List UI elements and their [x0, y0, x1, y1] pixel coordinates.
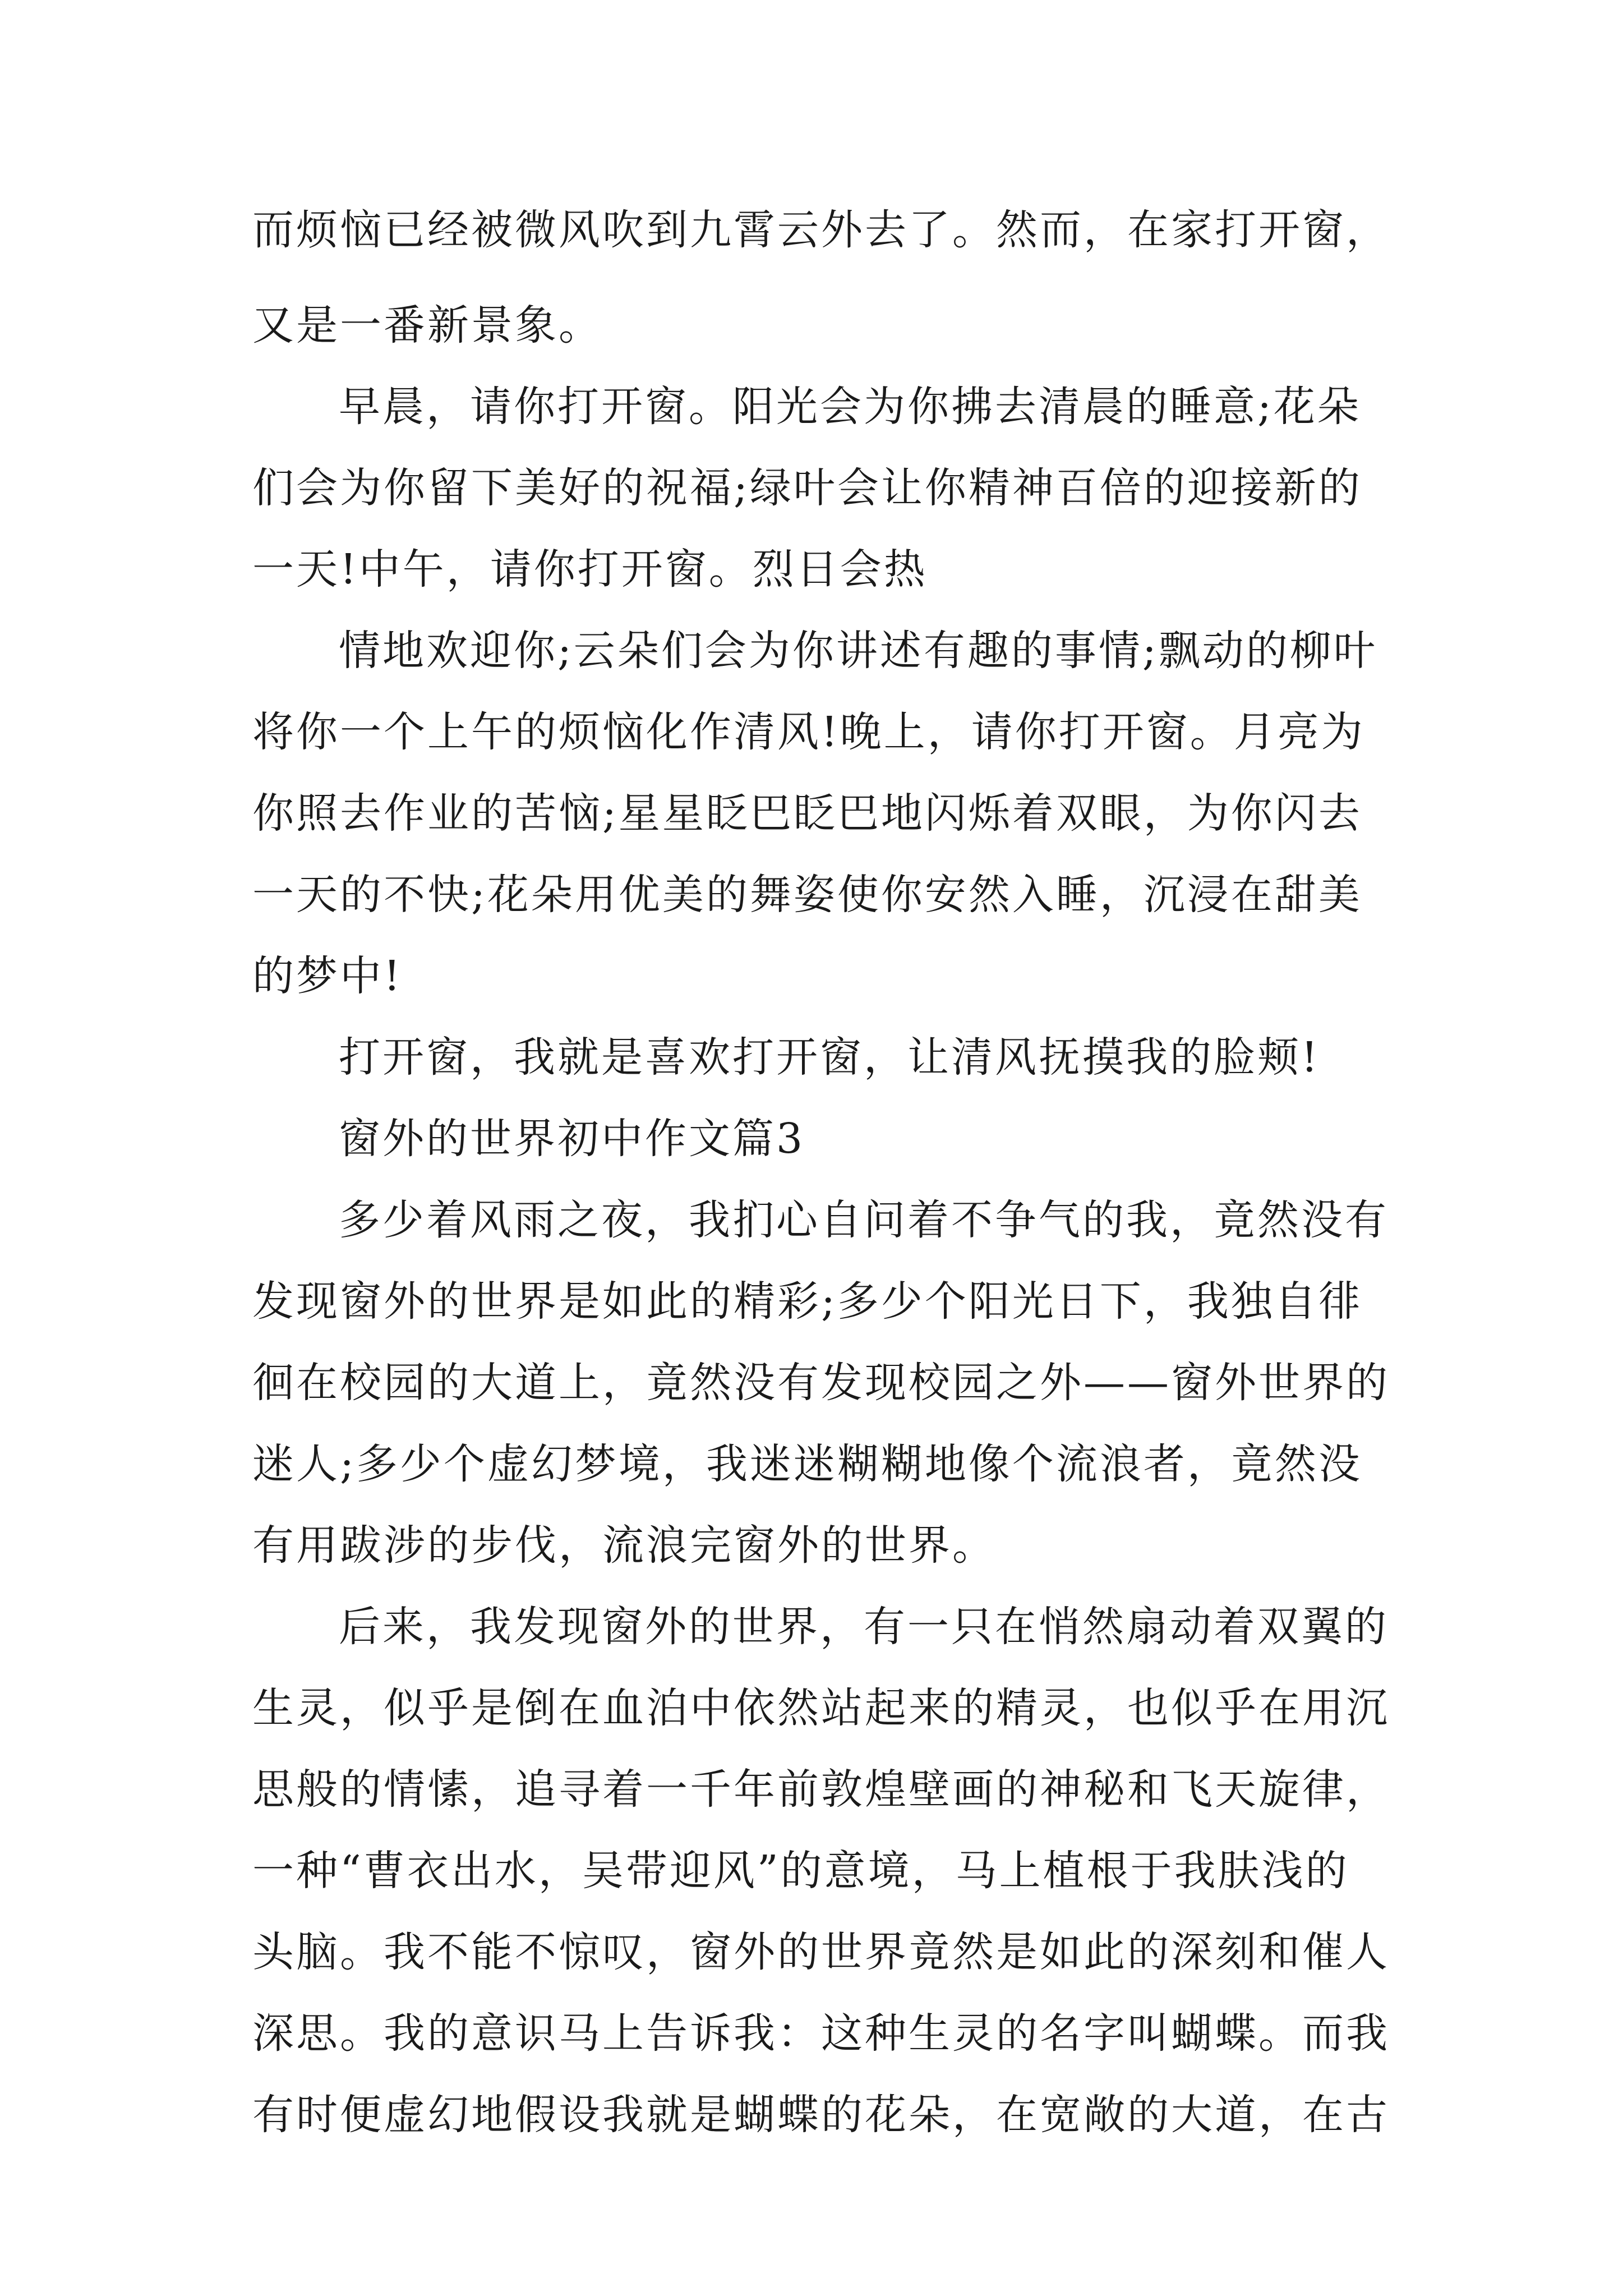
text-line: 们会为你留下美好的祝福;绿叶会让你精神百倍的迎接新的	[252, 464, 1362, 512]
text-line: 早晨，请你打开窗。阳光会为你拂去清晨的睡意;花朵	[339, 383, 1361, 431]
text-line: 一天的不快;花朵用优美的舞姿使你安然入睡，沉浸在甜美	[252, 871, 1362, 919]
text-line: 将你一个上午的烦恼化作清风!晚上，请你打开窗。月亮为	[252, 708, 1365, 756]
text-line: 有时便虚幻地假设我就是蝴蝶的花朵，在宽敞的大道，在古	[252, 2091, 1390, 2139]
text-line: 情地欢迎你;云朵们会为你讲述有趣的事情;飘动的柳叶	[339, 627, 1377, 675]
section-heading: 窗外的世界初中作文篇3	[339, 1115, 805, 1163]
text-line: 而烦恼已经被微风吹到九霄云外去了。然而，在家打开窗，	[252, 206, 1390, 254]
text-line: 深思。我的意识马上告诉我：这种生灵的名字叫蝴蝶。而我	[252, 2009, 1390, 2058]
text-line: 打开窗，我就是喜欢打开窗，让清风抚摸我的脸颊!	[339, 1033, 1320, 1082]
text-line: 又是一番新景象。	[252, 301, 602, 349]
text-line: 思般的情愫，追寻着一千年前敦煌壁画的神秘和飞天旋律，	[252, 1765, 1390, 1814]
text-line: 发现窗外的世界是如此的精彩;多少个阳光日下，我独自徘	[252, 1277, 1362, 1326]
text-line: 一天!中午，请你打开窗。烈日会热	[252, 545, 928, 593]
text-line: 迷人;多少个虚幻梦境，我迷迷糊糊地像个流浪者，竟然没	[252, 1440, 1362, 1488]
text-line: 生灵，似乎是倒在血泊中依然站起来的精灵，也似乎在用沉	[252, 1684, 1390, 1732]
text-line: 有用跋涉的步伐，流浪完窗外的世界。	[252, 1521, 996, 1570]
text-line: 你照去作业的苦恼;星星眨巴眨巴地闪烁着双眼，为你闪去	[252, 789, 1362, 838]
text-line: 头脑。我不能不惊叹，窗外的世界竟然是如此的深刻和催人	[252, 1928, 1390, 1976]
text-line: 一种“曹衣出水，吴带迎风”的意境，马上植根于我肤浅的	[252, 1847, 1349, 1895]
text-line: 后来，我发现窗外的世界，有一只在悄然扇动着双翼的	[339, 1603, 1389, 1651]
text-line: 的梦中!	[252, 952, 403, 1000]
text-line: 徊在校园的大道上，竟然没有发现校园之外——窗外世界的	[252, 1359, 1390, 1407]
text-line: 多少着风雨之夜，我扪心自问着不争气的我，竟然没有	[339, 1196, 1389, 1244]
